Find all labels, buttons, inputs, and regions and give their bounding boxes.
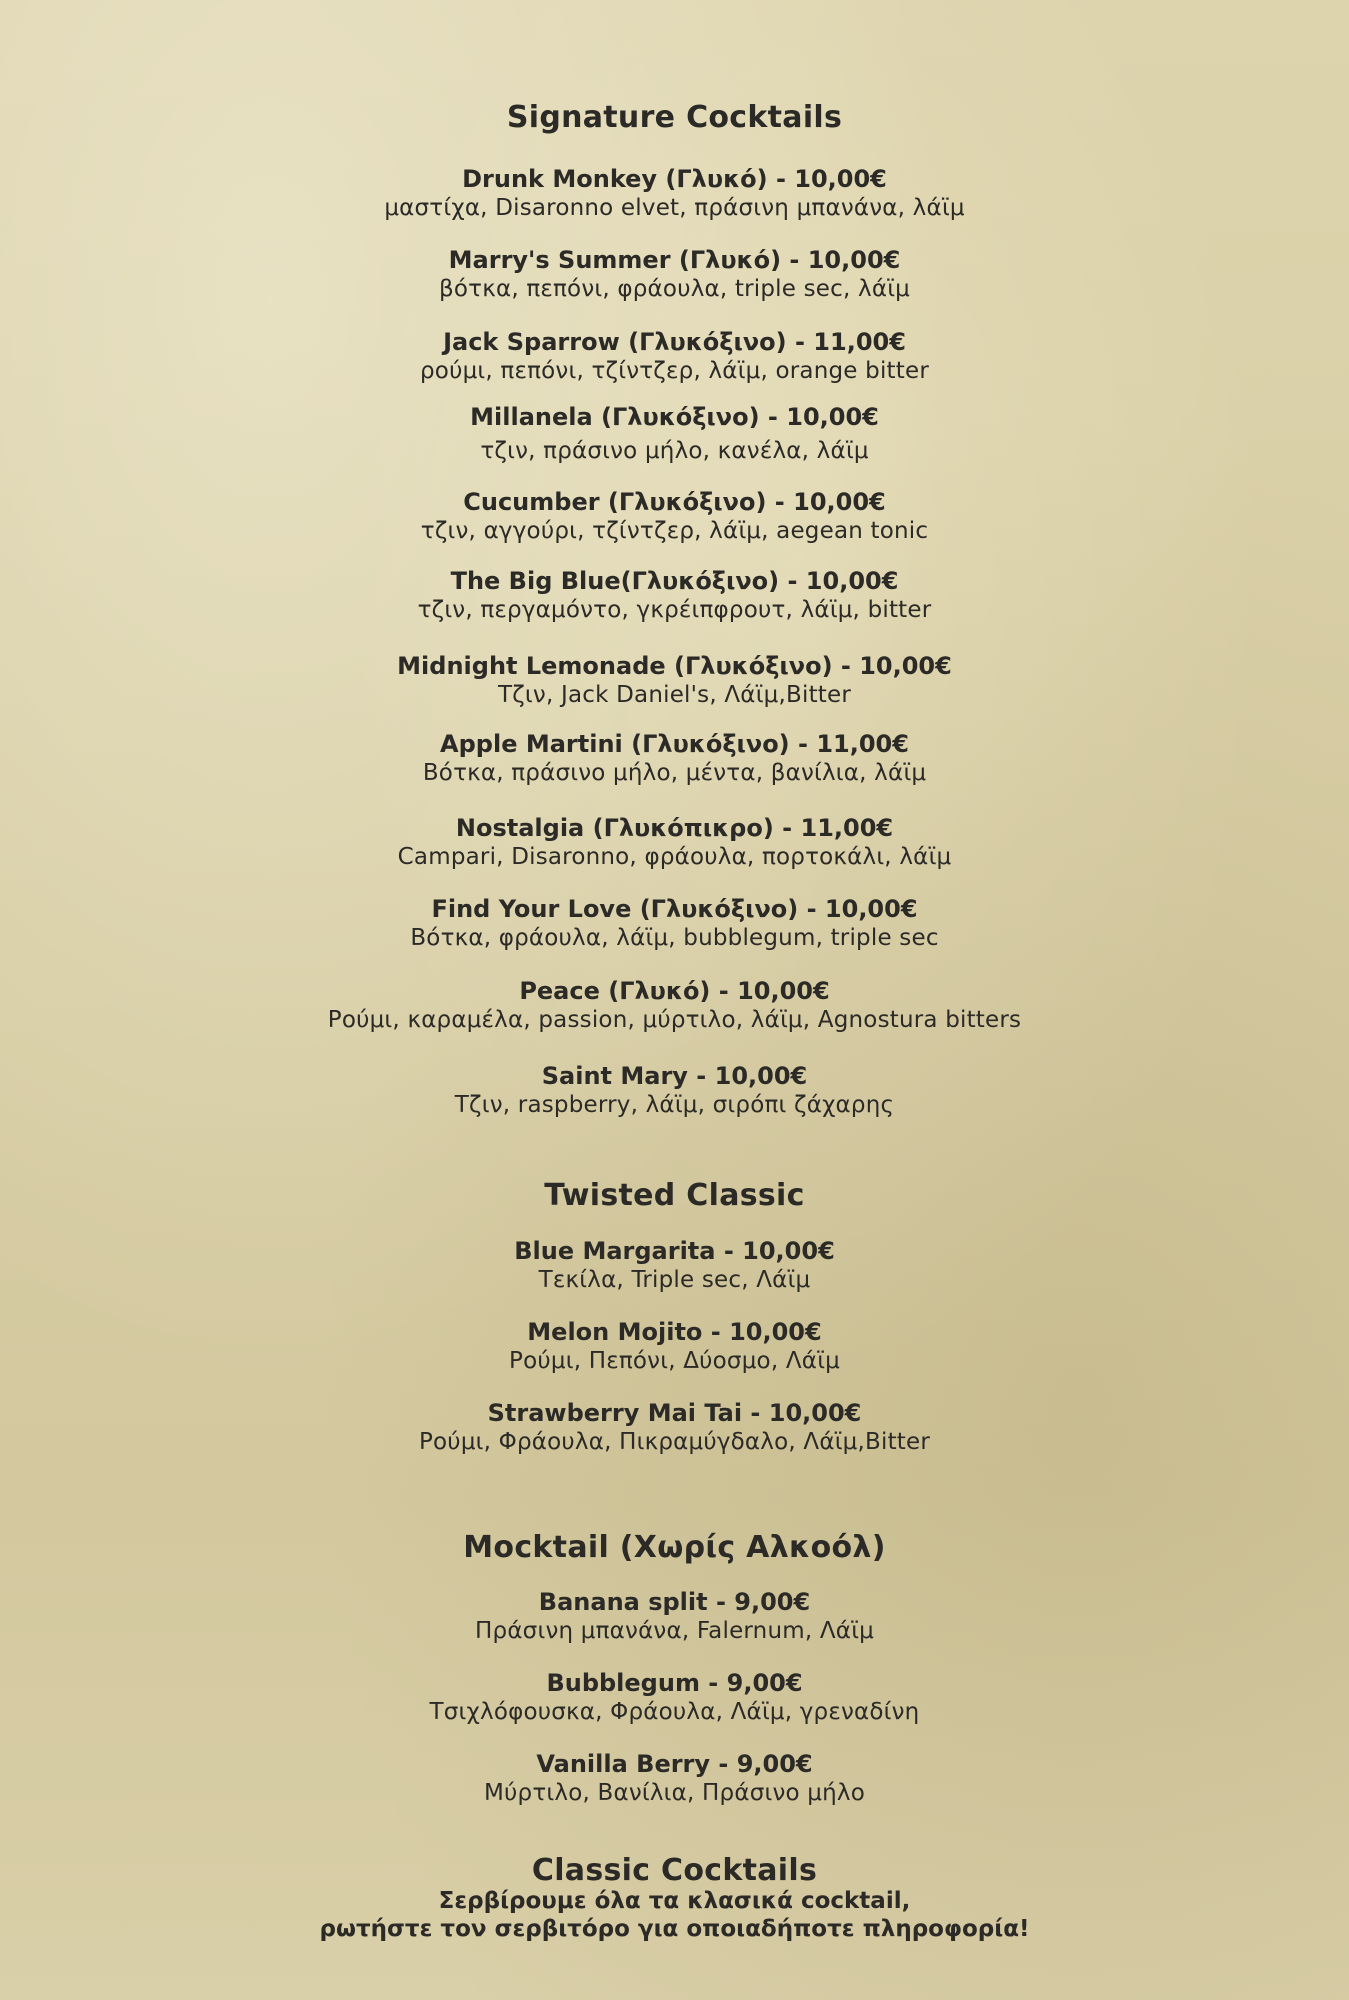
menu-item	[0, 1237, 1349, 1294]
item-desc: Τσιχλόφουσκα, Φράουλα, Λάϊμ, γρεναδίνη	[429, 1699, 920, 1725]
item-desc: Τζιν, raspberry, λάϊμ, σιρόπι ζάχαρης	[454, 1092, 895, 1118]
menu-item	[0, 895, 1349, 952]
item-name: The Big Blue(Γλυκόξινο) - 10,00€	[450, 567, 899, 595]
item-desc: τζιν, αγγούρι, τζίντζερ, λάϊμ, aegean tonic	[420, 518, 929, 544]
item-desc: Τζιν, Jack Daniel's, Λάϊμ,Bitter	[497, 682, 852, 708]
menu-item	[0, 1669, 1349, 1726]
item-desc: ρούμι, πεπόνι, τζίντζερ, λάϊμ, orange bitter	[420, 358, 929, 384]
item-name: Peace (Γλυκό) - 10,00€	[519, 977, 830, 1005]
item-name: Cucumber (Γλυκόξινο) - 10,00€	[463, 488, 886, 516]
item-desc: τζιν, πράσινο μήλο, κανέλα, λάϊμ	[480, 438, 869, 464]
item-name: Strawberry Mai Tai - 10,00€	[487, 1399, 862, 1427]
item-name: Nostalgia (Γλυκόπικρο) - 11,00€	[455, 814, 894, 842]
item-name: Marry's Summer (Γλυκό) - 10,00€	[448, 246, 901, 274]
menu-item	[0, 1318, 1349, 1375]
menu-item	[0, 567, 1349, 624]
menu-item	[0, 1588, 1349, 1645]
item-name: Vanilla Berry - 9,00€	[536, 1750, 813, 1778]
item-desc: μαστίχα, Disaronno elvet, πράσινη μπανάνα, λάϊμ	[384, 195, 965, 221]
item-desc: Ρούμι, καραμέλα, passion, μύρτιλο, λάϊμ, Agnostura bitters	[327, 1007, 1022, 1033]
menu-item	[0, 652, 1349, 709]
menu-item	[0, 1750, 1349, 1807]
item-desc: βότκα, πεπόνι, φράουλα, triple sec, λάϊμ	[439, 276, 910, 302]
menu-item	[0, 488, 1349, 545]
item-desc: Πράσινη μπανάνα, Falernum, Λάϊμ	[475, 1618, 874, 1644]
section-title-classic: Classic Cocktails	[531, 1853, 818, 1888]
item-name: Blue Margarita - 10,00€	[514, 1237, 835, 1265]
item-desc: Campari, Disaronno, φράουλα, πορτοκάλι, λάϊμ	[397, 844, 952, 870]
section-title-signature: Signature Cocktails	[506, 100, 843, 135]
note-line: ρωτήστε τον σερβιτόρο για οποιαδήποτε πληροφορία!	[319, 1916, 1030, 1942]
item-name: Find Your Love (Γλυκόξινο) - 10,00€	[431, 895, 918, 923]
section-title-twisted: Twisted Classic	[544, 1178, 805, 1213]
item-name: Banana split - 9,00€	[538, 1588, 811, 1616]
menu-item	[0, 403, 1349, 465]
item-name: Bubblegum - 9,00€	[546, 1669, 803, 1697]
item-desc: Μύρτιλο, Βανίλια, Πράσινο μήλο	[484, 1780, 865, 1806]
section-title-mocktail: Mocktail (Χωρίς Αλκοόλ)	[463, 1530, 886, 1565]
item-name: Millanela (Γλυκόξινο) - 10,00€	[470, 403, 879, 431]
item-desc: Τεκίλα, Triple sec, Λάϊμ	[538, 1267, 811, 1293]
note-line: Σερβίρουμε όλα τα κλασικά cocktail,	[438, 1888, 911, 1914]
menu-item	[0, 165, 1349, 222]
menu-item	[0, 246, 1349, 303]
classic-note	[0, 1887, 1349, 1943]
menu-item	[0, 730, 1349, 787]
item-name: Saint Mary - 10,00€	[541, 1062, 808, 1090]
menu-item	[0, 977, 1349, 1034]
menu-item	[0, 1062, 1349, 1119]
menu-item	[0, 1399, 1349, 1456]
menu-item	[0, 328, 1349, 385]
item-desc: τζιν, περγαμόντο, γκρέιπφρουτ, λάϊμ, bitter	[417, 597, 932, 623]
menu-item	[0, 814, 1349, 871]
item-name: Midnight Lemonade (Γλυκόξινο) - 10,00€	[397, 652, 952, 680]
item-desc: Ρούμι, Φράουλα, Πικραμύγδαλο, Λάϊμ,Bitter	[418, 1429, 931, 1455]
item-desc: Βότκα, πράσινο μήλο, μέντα, βανίλια, λάϊμ	[422, 760, 927, 786]
item-desc: Ρούμι, Πεπόνι, Δύοσμο, Λάϊμ	[509, 1348, 840, 1374]
item-name: Melon Mojito - 10,00€	[527, 1318, 822, 1346]
item-desc: Βότκα, φράουλα, λάϊμ, bubblegum, triple sec	[410, 925, 939, 951]
item-name: Jack Sparrow (Γλυκόξινο) - 11,00€	[443, 328, 906, 356]
item-name: Apple Martini (Γλυκόξινο) - 11,00€	[440, 730, 909, 758]
item-name: Drunk Monkey (Γλυκό) - 10,00€	[462, 165, 887, 193]
